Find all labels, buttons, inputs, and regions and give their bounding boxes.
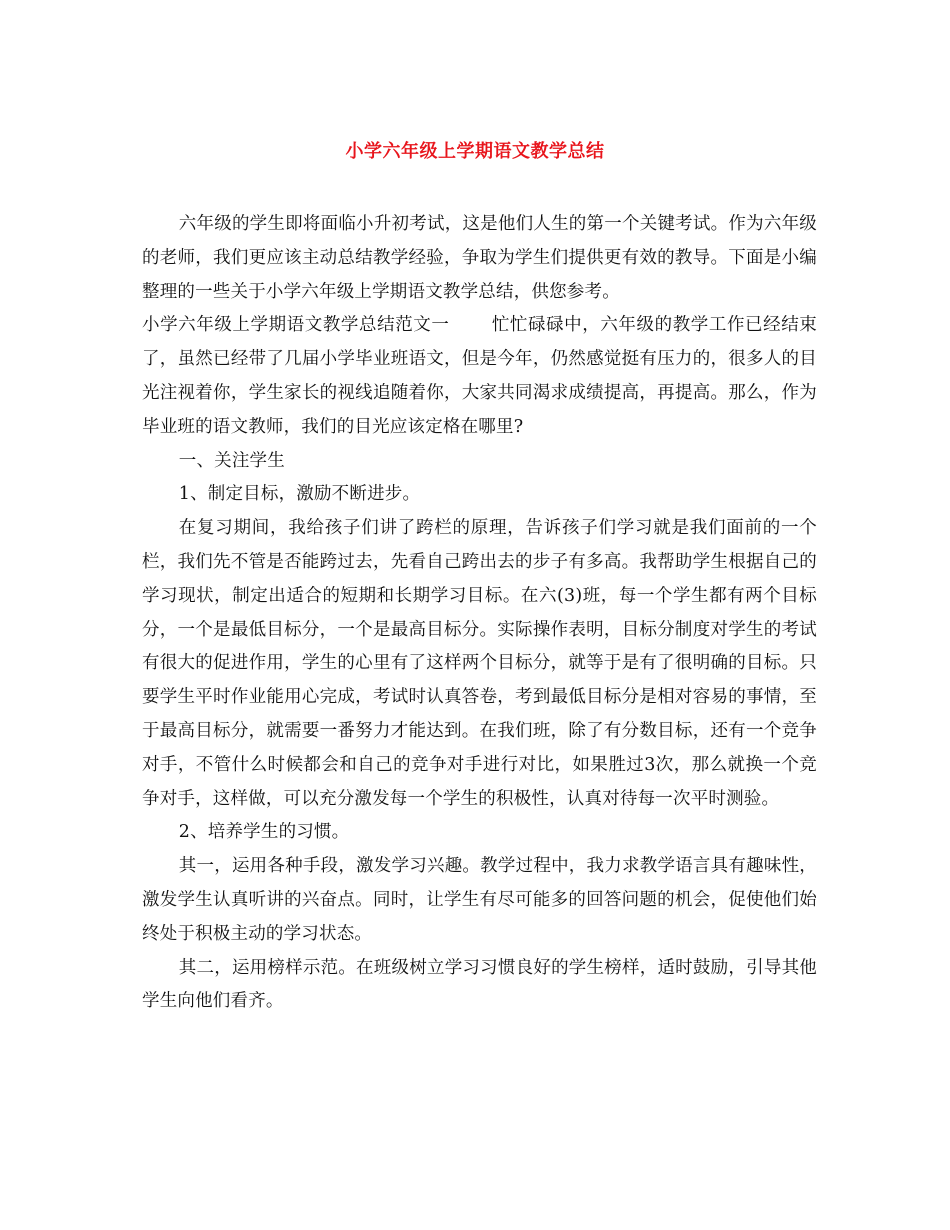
document-title: 小学六年级上学期语文教学总结 [345,141,605,162]
sample-opening-text: 忙忙碌碌中，六年级的教学工作已经结束了，虽然已经带了几届小学毕业班语文，但是今年，仍然感觉挺有压力的，很多人的目光注视着你，学生家长的视线追随着你，大家共同渴求成绩提高，再提高。那么，作为毕业班的语文教师，我们的目光应该定格在哪里? [142,315,817,437]
section-heading-1: 一、关注学生 [178,450,285,471]
subsection-heading-2: 2、培养学生的习惯。 [178,822,350,843]
document-body [142,208,817,1019]
role-model-paragraph: 其二，运用榜样示范。在班级树立学习习惯良好的学生榜样，适时鼓励，引导其他学生向他们看齐。 [142,957,817,1012]
intro-paragraph: 六年级的学生即将面临小升初考试，这是他们人生的第一个关键考试。作为六年级的老师，我们更应该主动总结教学经验，争取为学生们提供更有效的教导。下面是小编整理的一些关于小学六年级上学期语文教学总结，供您参考。 [142,214,817,302]
sample-heading: 小学六年级上学期语文教学总结范文一 [142,315,450,336]
interest-paragraph: 其一，运用各种手段，激发学习兴趣。教学过程中，我力求教学语言具有趣味性，激发学生认真听讲的兴奋点。同时，让学生有尽可能多的回答问题的机会，促使他们始终处于积极主动的学习状态。 [142,856,817,944]
goal-paragraph: 在复习期间，我给孩子们讲了跨栏的原理，告诉孩子们学习就是我们面前的一个栏，我们先不管是否能跨过去，先看自己跨出去的步子有多高。我帮助学生根据自己的学习现状，制定出适合的短期和长期学习目标。在六(3)班，每一个学生都有两个目标分，一个是最低目标分，一个是最高目标分。实际操作表明，目标分制度对学生的考试有很大的促进作用，学生的心里有了这样两个目标分，就等于是有了很明确的目标。只要学生平时作业能用心完成，考试时认真答卷，考到最低目标分是相对容易的事情，至于最高目标分，就需要一番努力才能达到。在我们班，除了有分数目标，还有一个竞争对手，不管什么时候都会和自己的竞争对手进行对比，如果胜过3次，那么就换一个竞争对手，这样做，可以充分激发每一个学生的积极性，认真对待每一次平时测验。 [142,518,817,809]
subsection-heading-1: 1、制定目标，激励不断进步。 [178,484,421,505]
sample-paragraph [142,309,817,444]
